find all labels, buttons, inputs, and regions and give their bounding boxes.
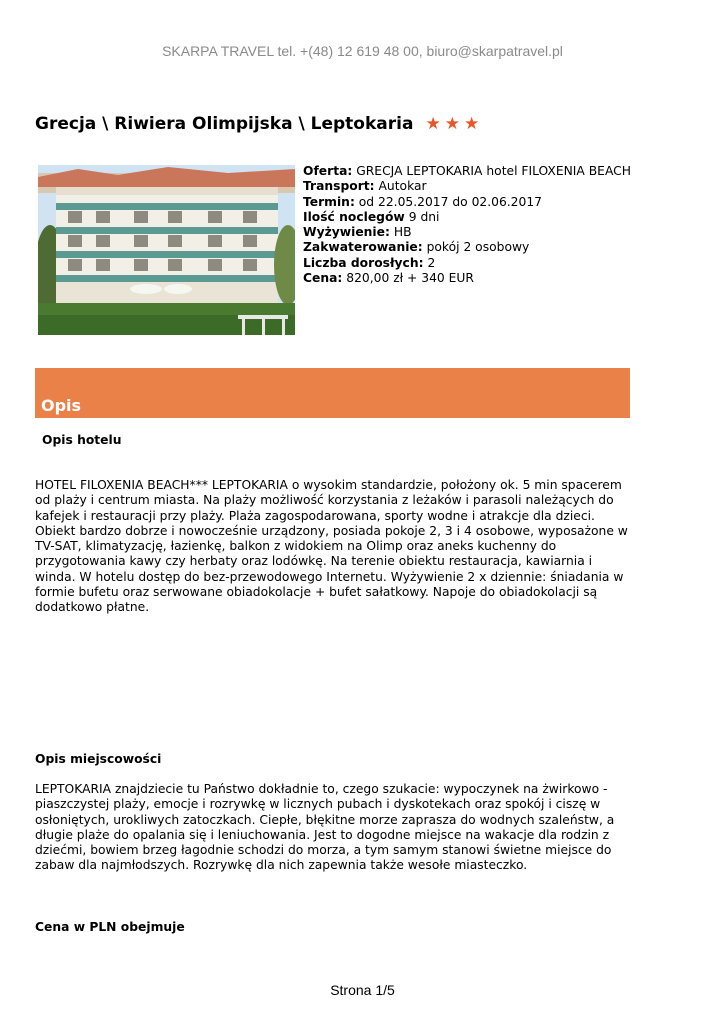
- section-bar-opis: [35, 368, 630, 418]
- price-includes-heading: Cena w PLN obejmuje: [35, 920, 185, 934]
- offer-label: Ilość noclegów: [303, 209, 405, 224]
- offer-label: Termin:: [303, 194, 355, 209]
- town-description-text: LEPTOKARIA znajdziecie tu Państwo dokładnie to, czego szukacie: wypoczynek na żwirkowo - piaszczystej plaży, emocje i rozrywkę w licznych pubach i dyskotekach oraz spokój i ciszę w osłoniętych, urokliwych zatoczkach. Ciepłe, błękitne morze zaprasza do wodnych szaleństw, a długie plaże do opalania się i leniuchowania. Jest to dogodne miejsce na wakacje dla rodzin z dziećmi, bowiem brzeg łagodnie schodzi do morza, a tym samym stanowi świetne miejsce do zabaw dla najmłodszych. Rozrywkę dla nich zapewnia także wesołe miasteczko.: [35, 782, 615, 873]
- offer-label: Transport:: [303, 179, 375, 194]
- star-icon: ★: [425, 113, 441, 134]
- star-icon: ★: [463, 113, 480, 134]
- offer-value: pokój 2 osobowy: [426, 240, 530, 255]
- page-title: Grecja \ Riwiera Olimpijska \ Leptokaria: [35, 114, 414, 134]
- page-number: Strona 1/5: [330, 982, 395, 998]
- offer-row-wyzywienie: [303, 225, 703, 240]
- offer-label: Cena:: [303, 271, 343, 286]
- offer-value: HB: [393, 225, 412, 240]
- offer-row-dorosli: [303, 256, 703, 271]
- offer-value: 9 dni: [408, 209, 440, 224]
- offer-row-noclegi: [303, 210, 703, 225]
- offer-value: 820,00 zł + 340 EUR: [346, 271, 474, 286]
- section-title: Opis: [41, 396, 82, 415]
- offer-details: [303, 164, 703, 286]
- hotel-description-heading: Opis hotelu: [42, 433, 122, 447]
- offer-label: Oferta:: [303, 164, 353, 178]
- page-header-contact: SKARPA TRAVEL tel. +(48) 12 619 48 00, biuro@skarpatravel.pl: [162, 43, 563, 59]
- offer-label: Wyżywienie:: [303, 225, 390, 240]
- star-icon: ★: [444, 113, 460, 134]
- rating-stars: [425, 113, 480, 134]
- hotel-photo: [38, 165, 295, 335]
- offer-label: Liczba dorosłych:: [303, 255, 424, 270]
- offer-value: od 22.05.2017 do 02.06.2017: [358, 194, 542, 209]
- offer-value: 2: [427, 255, 436, 270]
- hotel-description-text: HOTEL FILOXENIA BEACH*** LEPTOKARIA o wysokim standardzie, położony ok. 5 min spacerem od plaży i centrum miasta. Na plaży możliwość korzystania z leżaków i parasoli należących do kafejek i restauracji przy plaży. Plaża zagospodarowana, sporty wodne i atrakcje dla dzieci. Obiekt bardzo dobrze i nowocześnie urządzony, posiada pokoje 2, 3 i 4 osobowe, wyposażone w TV-SAT, klimatyzację, łazienkę, balkon z widokiem na Olimp oraz aneks kuchenny do przygotowania kawy czy herbaty oraz lodówkę. Na terenie obiektu restauracja, kawiarnia i winda. W hotelu dostęp do bez-przewodowego Internetu. Wyżywienie 2 x dziennie: śniadania w formie bufetu oraz serwowane obiadokolacje + bufet sałatkowy. Napoje do obiadokolacji są dodatkowo płatne.: [35, 478, 628, 615]
- offer-row-oferta: [303, 164, 703, 179]
- offer-row-zakwaterowanie: [303, 240, 703, 255]
- offer-row-cena: [303, 271, 703, 286]
- offer-value: GRECJA LEPTOKARIA hotel FILOXENIA BEACH: [356, 164, 631, 178]
- offer-label: Zakwaterowanie:: [303, 240, 423, 255]
- offer-row-termin: [303, 195, 703, 210]
- offer-value: Autokar: [378, 179, 427, 194]
- offer-row-transport: [303, 179, 703, 194]
- title-row: [35, 114, 479, 134]
- town-description-heading: Opis miejscowości: [35, 752, 162, 766]
